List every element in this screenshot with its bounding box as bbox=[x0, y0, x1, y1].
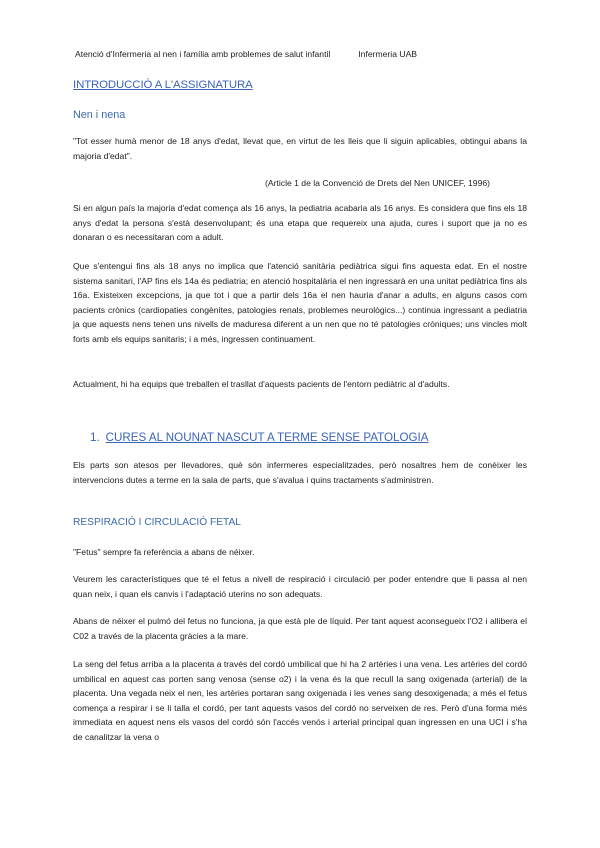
section-1-title: CURES AL NOUNAT NASCUT A TERME SENSE PATOLOGIA bbox=[105, 431, 429, 444]
quote-paragraph: "Tot esser humà menor de 18 anys d'edat, llevat que, en virtut de les lleis que li siguin aplicables, obtingui abans la majoria d'edat". bbox=[73, 136, 527, 161]
document-title: INTRODUCCIÓ A L'ASSIGNATURA bbox=[73, 79, 253, 91]
fetal-paragraph-3: Abans de néixer el pulmó del fetus no funciona, ja que està ple de líquid. Per tant aquest aconsegueix l'O2 i allibera el C02 a través de la placenta gràcies a la mare. bbox=[73, 616, 527, 641]
section-1-number: 1. bbox=[90, 431, 100, 444]
intro-paragraph-2: Que s'entengui fins als 18 anys no implica que l'atenció sanitària pediàtrica sigui fins aquesta edat. En el nostre sistema sanitari, l'AP fins els 14a és pediatria; en atenció hospitalària el nen ingressarà en una unitat pediàtrica fins als 16a. Existeixen excepcions, ja que tot i que a partir dels 16a el nen hauria d'anar a adults, en alguns casos com pacients crònics (cardiopaties congènites, patologies renals, problemes neurològics...) continua ingressant a pediatria ja que aquests nens tenen uns nivells de maduresa diferent a un nen que no té patologies cròniques; uns vincles molt forts amb els equips sanitaris; i a més, ingressen continuament. bbox=[73, 261, 527, 344]
fetal-paragraph-4: La seng del fetus arriba a la placenta a través del cordó umbilical que hi ha 2 artèries i una vena. Les artèries del cordó umbilical en aquest cas porten sang venosa (sense o2) i la vena és la que recull la sang oxigenada (arterial) de la placenta. Una vegada neix el nen, les artèries portaran sang oxigenada i les venes sang desoxigenada; a més el fetus comença a respirar i se li talla el cordó, per tant aquests vasos del cordó no serveixen de res. Però d'una forma més immediata en aquest nens els vasos del cordó són l'accés venós i arterial principal quan ingressen en una UCI i s'ha de canalitzar la vena o bbox=[73, 659, 527, 742]
header-left: Atenció d'Infermeria al nen i família amb problemes de salut infantil bbox=[75, 49, 331, 59]
fetal-paragraph-1: "Fetus" sempre fa referència a abans de néixer. bbox=[73, 547, 255, 557]
intro-paragraph-3: Actualment, hi ha equips que treballen el trasllat d'aquests pacients de l'entorn pediàtric al d'adults. bbox=[73, 379, 450, 389]
header-right: Infermeria UAB bbox=[358, 49, 418, 59]
fetal-paragraph-2: Veurem les característiques que té el fetus a nivell de respiració i circulació per poder entendre que li passa al nen quan neix, i quan els canvis i l'adaptació uterins no son adequats. bbox=[73, 574, 527, 599]
section-1-heading bbox=[90, 431, 428, 444]
subsection-heading: RESPIRACIÓ I CIRCULACIÓ FETAL bbox=[73, 517, 241, 528]
citation: (Article 1 de la Convenció de Drets del Nen UNICEF, 1996) bbox=[265, 178, 490, 188]
paragraph-parts: Els parts son atesos per llevadores, què són infermeres especialitzades, però nosaltres hem de conèixer les intervencions dutes a terme en la sala de parts, que s'avalua i quins tractaments s'administren. bbox=[73, 460, 527, 485]
page-header bbox=[75, 49, 417, 59]
intro-paragraph-1: Si en algun país la majoria d'edat comença als 16 anys, la pediatria acabaria als 16 anys. Es considera que fins els 18 anys d'edat la persona s'està desenvolupant; és una etapa que requereix una ajuda, cures i suport que ja no es donaran o es necessitaran com a adult. bbox=[73, 203, 527, 243]
section-heading-nen: Nen i nena bbox=[73, 109, 126, 121]
